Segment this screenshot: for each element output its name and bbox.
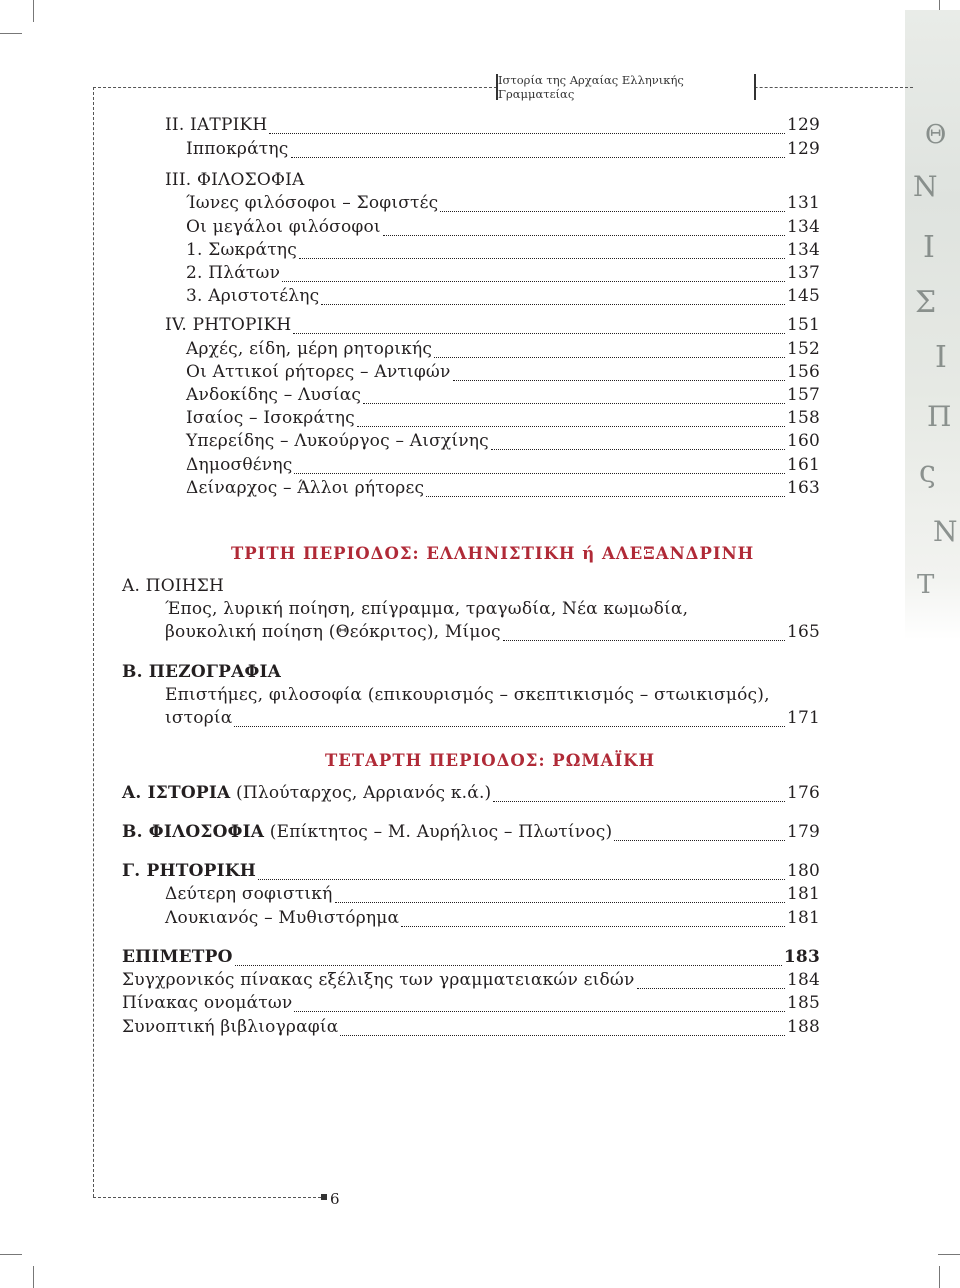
inscription-letter: Σ [915,285,937,320]
toc-entry-label-rest: (Πλούταρχος, Αρριανός κ.ά.) [230,783,492,803]
toc-entry-page: 176 [786,783,820,803]
toc-entry[interactable] [186,455,820,479]
toc-entry-label: Πίνακας ονομάτων [122,993,293,1013]
toc-description [165,599,820,623]
inscription-letter: Ν [913,170,938,203]
crop-mark [939,1266,940,1288]
toc-entry[interactable] [186,286,820,310]
dot-leader [294,473,785,474]
page-frame-bottom [93,1197,321,1198]
toc-entry-page: 137 [786,263,820,283]
dot-leader [340,1035,784,1036]
toc-entry-label: 3. Αριστοτέλης [186,286,320,306]
dot-leader [363,403,785,404]
toc-entry[interactable] [165,115,820,139]
toc-entry[interactable] [186,217,820,241]
page-frame-left [93,87,94,1197]
toc-entry[interactable] [165,315,820,339]
toc-entry-page: 183 [783,947,820,967]
toc-entry-page: 134 [786,217,820,237]
toc-entry-label: Υπερείδης – Λυκούργος – Αισχίνης [186,431,489,451]
toc-entry-label: ΕΠΙΜΕΤΡΟ [122,947,233,967]
toc-entry-page: 181 [786,884,820,904]
inscription-stone-image [905,10,960,640]
inscription-letter: Τ [917,570,935,600]
dot-leader [453,380,785,381]
toc-entry[interactable] [165,708,820,732]
toc-entry-label: Δημοσθένης [186,455,293,475]
toc-entry-label: ΙΙ. ΙΑΤΡΙΚΗ [165,115,268,135]
dot-leader [258,879,785,880]
dot-leader [293,333,784,334]
toc-entry-label: ΙΙΙ. ΦΙΛΟΣΟΦΙΑ [165,170,305,190]
dot-leader [321,304,785,305]
dot-leader [291,157,785,158]
toc-entry[interactable] [186,240,820,264]
inscription-letter: Ν [933,515,958,548]
toc-entry-page: 161 [786,455,820,475]
toc-entry-label: Ιπποκράτης [186,139,289,159]
dot-leader [491,449,785,450]
dot-leader [299,258,785,259]
dot-leader [401,926,785,927]
dot-leader [235,965,782,966]
section-heading-third-period: ΤΡΙΤΗ ΠΕΡΙΟΔΟΣ: ΕΛΛΗΝΙΣΤΙΚΗ ή ΑΛΕΞΑΝΔΡΙΝΗ [231,544,755,563]
toc-entry[interactable] [186,193,820,217]
toc-entry-label: 2. Πλάτων [186,263,281,283]
toc-entry[interactable] [186,139,820,163]
toc-entry[interactable] [186,385,820,409]
toc-heading [122,662,820,686]
toc-entry-page: 145 [786,286,820,306]
section-heading-fourth-period: ΤΕΤΑΡΤΗ ΠΕΡΙΟΔΟΣ: ΡΩΜΑΪΚΗ [325,751,656,770]
toc-entry[interactable] [165,884,820,908]
page-number: 6 [330,1190,340,1208]
dot-leader [637,988,785,989]
toc-entry-label: Συνοπτική βιβλιογραφία [122,1017,339,1037]
toc-entry-page: 151 [786,315,820,335]
toc-entry-label: Ανδοκίδης – Λυσίας [186,385,362,405]
toc-entry-label: βουκολική ποίηση (Θεόκριτος), Μίμος [165,622,501,642]
toc-entry[interactable] [122,1017,820,1041]
toc-entry-label: Δείναρχος – Άλλοι ρήτορες [186,478,425,498]
toc-entry-page: 129 [786,115,820,135]
toc-entry[interactable] [122,970,820,994]
dot-leader [335,902,785,903]
toc-entry-label: IV. ΡΗΤΟΡΙΚΗ [165,315,292,335]
toc-entry[interactable] [122,861,820,885]
toc-entry-label: Επιστήμες, φιλοσοφία (επικουρισμός – σκεπτικισμός – στωικισμός), [165,685,770,705]
toc-entry-page: 160 [786,431,820,451]
toc-entry-page: 157 [786,385,820,405]
toc-entry[interactable] [165,908,820,932]
toc-entry-label: Συγχρονικός πίνακας εξέλιξης των γραμματειακών ειδών [122,970,635,990]
toc-entry-label: 1. Σωκράτης [186,240,297,260]
toc-entry-label: Ίωνες φιλόσοφοι – Σοφιστές [186,193,439,213]
toc-entry-page: 171 [786,708,820,728]
toc-entry-page: 152 [786,339,820,359]
toc-entry-label: Οι Αττικοί ρήτορες – Αντιφών [186,362,451,382]
toc-entry-label: Λουκιανός – Μυθιστόρημα [165,908,400,928]
toc-entry-page: 188 [786,1017,820,1037]
toc-entry-label: Δεύτερη σοφιστική [165,884,333,904]
toc-entry-page: 129 [786,139,820,159]
toc-heading [165,170,820,194]
toc-entry-label [122,783,491,803]
toc-entry-page: 185 [786,993,820,1013]
toc-entry-label-bold: Α. ΙΣΤΟΡΙΑ [122,783,231,803]
toc-entry[interactable] [122,993,820,1017]
toc-entry-page: 131 [786,193,820,213]
dot-leader [383,235,785,236]
toc-entry-label: Ισαίος – Ισοκράτης [186,408,355,428]
dot-leader [440,211,785,212]
toc-entry[interactable] [122,947,820,971]
toc-entry-page: 184 [786,970,820,990]
toc-entry[interactable] [186,431,820,455]
toc-entry[interactable] [186,362,820,386]
toc-entry-label [122,822,612,842]
toc-entry[interactable] [122,783,820,807]
crop-mark [0,1254,22,1255]
dot-leader [426,496,785,497]
toc-entry[interactable] [186,478,820,502]
toc-entry-label-rest: (Επίκτητος – Μ. Αυρήλιος – Πλωτίνος) [264,822,613,842]
crop-mark [33,1266,34,1288]
toc-entry-page: 181 [786,908,820,928]
dot-leader [269,133,784,134]
toc-entry-label: Γ. ΡΗΤΟΡΙΚΗ [122,861,256,881]
toc-entry-page: 156 [786,362,820,382]
toc-entry-page: 180 [786,861,820,881]
toc-entry-page: 179 [786,822,820,842]
dot-leader [503,640,785,641]
crop-mark [0,33,22,34]
crop-mark [938,1254,960,1255]
page-number-marker [321,1194,327,1200]
toc-heading [122,576,820,600]
toc-entry[interactable] [186,408,820,432]
toc-description [165,685,820,709]
dot-leader [234,726,784,727]
toc-entry[interactable] [186,339,820,363]
toc-entry[interactable] [122,822,820,846]
toc-entry-label: Α. ΠΟΙΗΣΗ [122,576,225,596]
toc-entry-page: 165 [786,622,820,642]
dot-leader [357,426,785,427]
dot-leader [434,357,785,358]
toc-entry-label: Οι μεγάλοι φιλόσοφοι [186,217,381,237]
dot-leader [614,840,785,841]
inscription-letter: Ι [923,230,935,265]
inscription-letter: ς [919,455,936,490]
running-header [496,74,756,100]
dot-leader [282,281,785,282]
toc-entry-page: 163 [786,478,820,498]
inscription-letter: Ι [935,340,947,375]
toc-entry-page: 158 [786,408,820,428]
toc-entry-label: ιστορία [165,708,233,728]
toc-entry-label-bold: Β. ΦΙΛΟΣΟΦΙΑ [122,822,265,842]
toc-entry-label: Αρχές, είδη, μέρη ρητορικής [186,339,433,359]
toc-entry-label: Β. ΠΕΖΟΓΡΑΦΙΑ [122,662,282,682]
inscription-letter: Π [927,400,952,433]
inscription-letter: Θ [925,120,947,150]
dot-leader [294,1011,784,1012]
dot-leader [493,801,785,802]
toc-entry[interactable] [186,263,820,287]
toc-entry[interactable] [165,622,820,646]
crop-mark [33,0,34,22]
toc-entry-page: 134 [786,240,820,260]
toc-entry-label: Έπος, λυρική ποίηση, επίγραμμα, τραγωδία, Νέα κωμωδία, [165,599,689,619]
running-header-title: Ιστορία της Αρχαίας Ελληνικής Γραμματείας [498,73,684,101]
